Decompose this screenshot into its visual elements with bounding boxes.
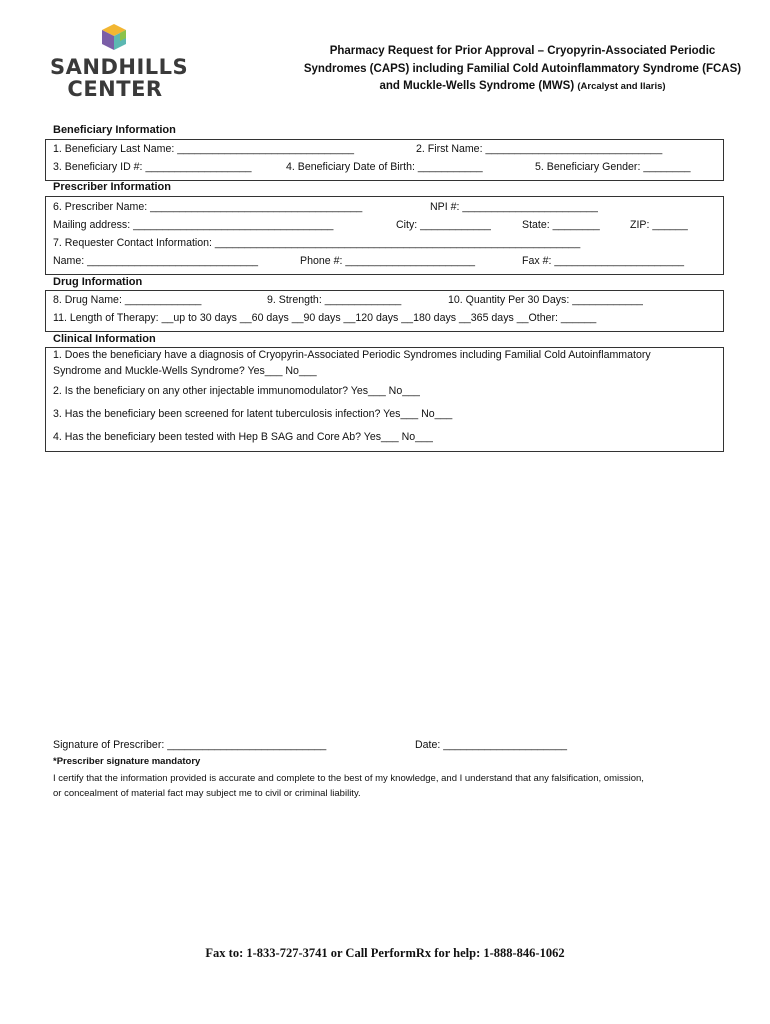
sandhills-logo: [50, 22, 189, 102]
quantity-field[interactable]: 10. Quantity Per 30 Days: ____________: [448, 294, 643, 306]
drug-heading: Drug Information: [53, 276, 143, 288]
contact-name-field[interactable]: Name: _____________________________: [53, 255, 259, 267]
logo-line-2: CENTER: [67, 77, 163, 101]
city-field[interactable]: City: ____________: [396, 219, 491, 231]
certification-line-2: or concealment of material fact may subject me to civil or criminal liability.: [53, 788, 361, 799]
signature-date-field[interactable]: Date: _____________________: [415, 739, 567, 751]
drug-name-field[interactable]: 8. Drug Name: _____________: [53, 294, 202, 306]
certification-text: [53, 771, 723, 801]
requester-contact-field[interactable]: 7. Requester Contact Information: ______________________________________________________________: [53, 237, 581, 249]
form-title-sub: (Arcalyst and Ilaris): [577, 81, 666, 92]
npi-field[interactable]: NPI #: _______________________: [430, 201, 598, 213]
beneficiary-id-field[interactable]: 3. Beneficiary ID #: __________________: [53, 161, 252, 173]
state-field[interactable]: State: ________: [522, 219, 600, 231]
certification-line-1: I certify that the information provided is accurate and complete to the best of my knowledge, and I understand that any falsification, omission,: [53, 773, 644, 784]
logo-line-1: SANDHILLS: [50, 55, 189, 79]
prescriber-name-field[interactable]: 6. Prescriber Name: ____________________________________: [53, 201, 363, 213]
strength-field[interactable]: 9. Strength: _____________: [267, 294, 402, 306]
logo-mark-icon: [94, 22, 134, 52]
clinical-question-3[interactable]: 3. Has the beneficiary been screened for latent tuberculosis infection? Yes___ No___: [53, 408, 453, 420]
clinical-heading: Clinical Information: [53, 333, 156, 345]
form-title: [300, 43, 745, 96]
mailing-address-field[interactable]: Mailing address: __________________________________: [53, 219, 334, 231]
beneficiary-dob-field[interactable]: 4. Beneficiary Date of Birth: ___________: [286, 161, 483, 173]
phone-field[interactable]: Phone #: ______________________: [300, 255, 475, 267]
length-of-therapy-field[interactable]: 11. Length of Therapy: __up to 30 days __60 days __90 days __120 days __180 days __365 days __Other: ______: [53, 312, 597, 324]
fax-field[interactable]: Fax #: ______________________: [522, 255, 684, 267]
clinical-question-2[interactable]: 2. Is the beneficiary on any other injectable immunomodulator? Yes___ No___: [53, 385, 420, 397]
beneficiary-heading: Beneficiary Information: [53, 124, 176, 136]
clinical-question-1-answer[interactable]: Syndrome and Muckle-Wells Syndrome? Yes___ No___: [53, 365, 317, 377]
prescriber-signature-field[interactable]: Signature of Prescriber: ___________________________: [53, 739, 327, 751]
beneficiary-first-name-field[interactable]: 2. First Name: ______________________________: [416, 143, 663, 155]
zip-field[interactable]: ZIP: ______: [630, 219, 688, 231]
clinical-question-1: 1. Does the beneficiary have a diagnosis of Cryopyrin-Associated Periodic Syndromes including Familial Cold Autoinflammatory: [53, 349, 651, 361]
fax-footer: Fax to: 1-833-727-3741 or Call PerformRx for help: 1-888-846-1062: [205, 946, 565, 960]
beneficiary-gender-field[interactable]: 5. Beneficiary Gender: ________: [535, 161, 691, 173]
clinical-question-4[interactable]: 4. Has the beneficiary been tested with Hep B SAG and Core Ab? Yes___ No___: [53, 431, 433, 443]
beneficiary-last-name-field[interactable]: 1. Beneficiary Last Name: ______________________________: [53, 143, 354, 155]
form-title-main: Pharmacy Request for Prior Approval – Cryopyrin-Associated Periodic Syndromes (CAPS) including Familial Cold Autoinflammatory Syndrome (FCAS) and Muckle-Wells Syndrome (MWS): [303, 45, 742, 92]
signature-mandatory-note: *Prescriber signature mandatory: [53, 756, 201, 767]
prescriber-heading: Prescriber Information: [53, 181, 171, 193]
